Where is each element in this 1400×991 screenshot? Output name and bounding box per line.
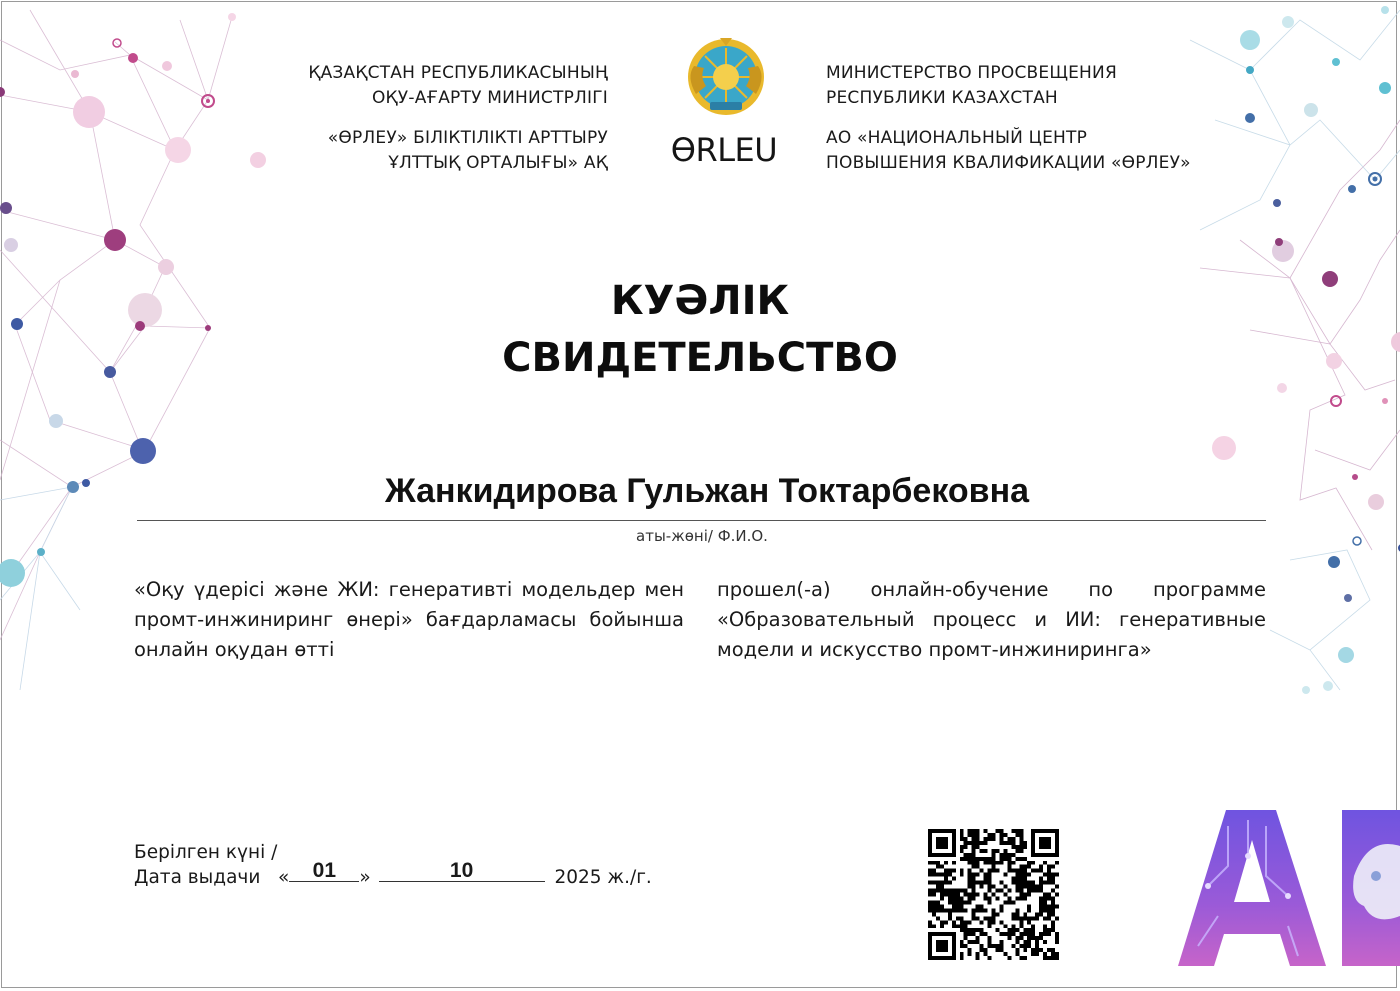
issue-label-ru: Дата выдачи: [134, 867, 261, 888]
issue-date-row: [134, 859, 652, 890]
header-ru-center: АО «НАЦИОНАЛЬНЫЙ ЦЕНТР ПОВЫШЕНИЯ КВАЛИФИКАЦИИ «ӨРЛЕУ»: [826, 128, 1191, 173]
issue-day: 01: [289, 861, 359, 882]
issue-date-block: [134, 840, 652, 890]
issue-month: 10: [379, 861, 545, 882]
header-ru-ministry: МИНИСТЕРСТВО ПРОСВЕЩЕНИЯ РЕСПУБЛИКИ КАЗАХСТАН: [826, 63, 1117, 108]
header-kz-ministry: ҚАЗАҚСТАН РЕСПУБЛИКАСЫНЫҢ ОҚУ-АҒАРТУ МИНИСТРЛІГІ: [308, 63, 608, 108]
title-ru: СВИДЕТЕЛЬСТВО: [502, 335, 898, 381]
quote-open: «: [278, 867, 290, 888]
issue-label-kz: Берілген күні /: [134, 842, 278, 863]
quote-close: »: [359, 867, 371, 888]
name-caption: аты-жөні/ Ф.И.О.: [636, 527, 768, 545]
title-kz: КУӘЛІК: [610, 278, 790, 324]
recipient-name: Жанкидирова Гульжан Токтарбековна: [384, 472, 1030, 510]
header-kz-center: «ӨРЛЕУ» БІЛІКТІЛІКТІ АРТТЫРУ ҰЛТТЫҚ ОРТАЛЫҒЫ» АҚ: [327, 128, 608, 173]
qr-code-icon: [928, 829, 1059, 960]
ai-art-icon: [1178, 806, 1400, 968]
issue-year: 2025 ж./г.: [554, 867, 652, 888]
orleu-logo: ӨRLEU: [670, 131, 778, 169]
name-underline: [137, 520, 1266, 521]
kazakhstan-emblem-icon: [684, 36, 768, 118]
program-text-kz: «Оқу үдерісі және ЖИ: генеративті модельдер мен промт-инжиниринг өнері» бағдарламасы бойынша онлайн оқудан өтті: [134, 578, 684, 661]
program-text-ru: прошел(-а) онлайн-обучение по программе «Образовательный процесс и ИИ: генеративные модели и искусство промт-инжиниринга»: [717, 578, 1266, 661]
